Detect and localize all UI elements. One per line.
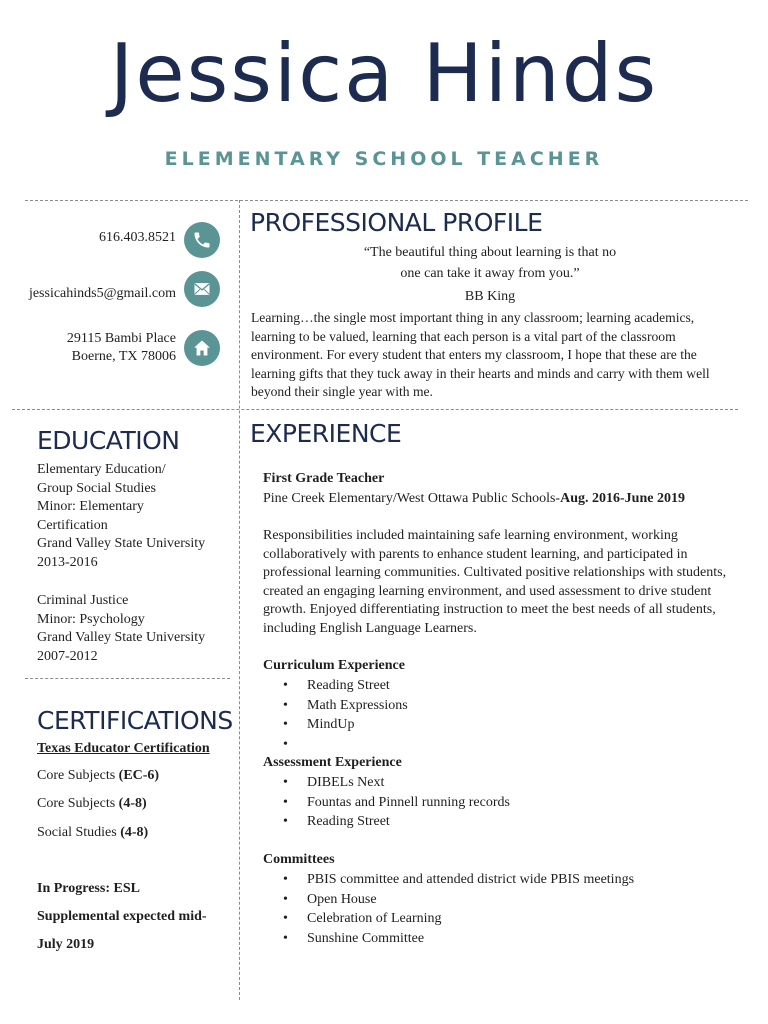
certification-subject: Core Subjects xyxy=(37,796,116,811)
quote-line-1: “The beautiful thing about learning is that no xyxy=(363,245,617,260)
curriculum-heading: Curriculum Experience xyxy=(263,658,405,673)
education-line: Group Social Studies xyxy=(37,480,156,496)
employer-line xyxy=(263,490,733,509)
employment-dates: Aug. 2016-June 2019 xyxy=(560,491,685,506)
list-item: • Reading Street xyxy=(263,812,510,832)
job-title: First Grade Teacher xyxy=(263,471,385,486)
phone-number: 616.403.8521 xyxy=(99,230,176,245)
list-item: • PBIS committee and attended district wide PBIS meetings xyxy=(263,870,634,890)
education-entry xyxy=(37,461,237,573)
profile-heading: PROFESSIONAL PROFILE xyxy=(250,208,543,237)
job-description: Responsibilities included maintaining safe learning environment, working collaboratively with parents to enhance student learning, and participated in professional learning communities. Cultivated positive relationships with students, created an engaging learning environment, and used assessment to drive student growth. Enjoyed differentiating instruction to meet the best needs of all students, including English Language Learners. xyxy=(263,528,727,636)
certification-item xyxy=(37,768,159,784)
education-line: Minor: Psychology xyxy=(37,611,145,627)
address-line-2: Boerne, TX 78006 xyxy=(71,349,176,364)
divider-left-education xyxy=(25,678,230,679)
education-line: Grand Valley State University xyxy=(37,536,206,552)
committees-heading: Committees xyxy=(263,852,335,867)
certification-item xyxy=(37,825,148,841)
certification-grades: (4-8) xyxy=(118,796,147,811)
education-line: 2013-2016 xyxy=(37,554,98,570)
list-item: • DIBELs Next xyxy=(263,773,510,793)
list-item: • Fountas and Pinnell running records xyxy=(263,793,510,813)
certification-grades: (EC-6) xyxy=(118,768,160,783)
envelope-icon xyxy=(184,271,220,307)
education-line: Certification xyxy=(37,517,108,533)
list-item: • Reading Street xyxy=(263,676,408,696)
resume-name: Jessica Hinds xyxy=(109,27,659,120)
education-line: Grand Valley State University xyxy=(37,630,206,646)
education-line: Criminal Justice xyxy=(37,593,129,608)
quote-line-2: one can take it away from you.” xyxy=(400,266,580,281)
in-progress-note: In Progress: ESL Supplemental expected mid-July 2019 xyxy=(37,881,207,952)
house-icon xyxy=(184,330,220,366)
assessment-heading: Assessment Experience xyxy=(263,755,402,770)
curriculum-list xyxy=(263,676,408,755)
certification-subject: Social Studies xyxy=(37,825,117,840)
list-item: • Celebration of Learning xyxy=(263,909,634,929)
certification-grades: (4-8) xyxy=(120,825,149,840)
education-line: Elementary Education/ xyxy=(37,462,166,477)
committees-list xyxy=(263,870,634,949)
divider-middle xyxy=(12,409,738,410)
assessment-list xyxy=(263,773,510,832)
list-item: • Open House xyxy=(263,890,634,910)
divider-vertical xyxy=(239,200,240,1000)
education-line: Minor: Elementary xyxy=(37,499,144,515)
list-item: • MindUp xyxy=(263,715,408,735)
experience-heading: EXPERIENCE xyxy=(250,419,402,448)
certification-title: Texas Educator Certification xyxy=(37,741,210,756)
list-item: • Math Expressions xyxy=(263,696,408,716)
education-heading: EDUCATION xyxy=(37,426,180,455)
phone-icon xyxy=(184,222,220,258)
divider-top xyxy=(25,200,748,201)
employer-name: Pine Creek Elementary/West Ottawa Public Schools- xyxy=(263,491,561,506)
certification-item xyxy=(37,796,147,812)
certification-subject: Core Subjects xyxy=(37,768,116,783)
education-line: 2007-2012 xyxy=(37,648,98,664)
list-item: • Sunshine Committee xyxy=(263,929,634,949)
certifications-heading: CERTIFICATIONS xyxy=(37,706,233,735)
profile-paragraph: Learning…the single most important thing in any classroom; learning academics, learning to be valued, learning that each person is a vital part of the classroom environment. For every student that enters my classroom, I hope that these are the learning gifts that they tuck away in their hearts and minds and carry with them well beyond their single year with me. xyxy=(251,310,710,399)
list-item xyxy=(263,735,408,755)
quote-author: BB King xyxy=(464,289,516,304)
email-address: jessicahinds5@gmail.com xyxy=(28,286,176,301)
job-title-subtitle: ELEMENTARY SCHOOL TEACHER xyxy=(164,148,604,170)
education-entry xyxy=(37,592,237,666)
address-line-1: 29115 Bambi Place xyxy=(66,331,176,346)
